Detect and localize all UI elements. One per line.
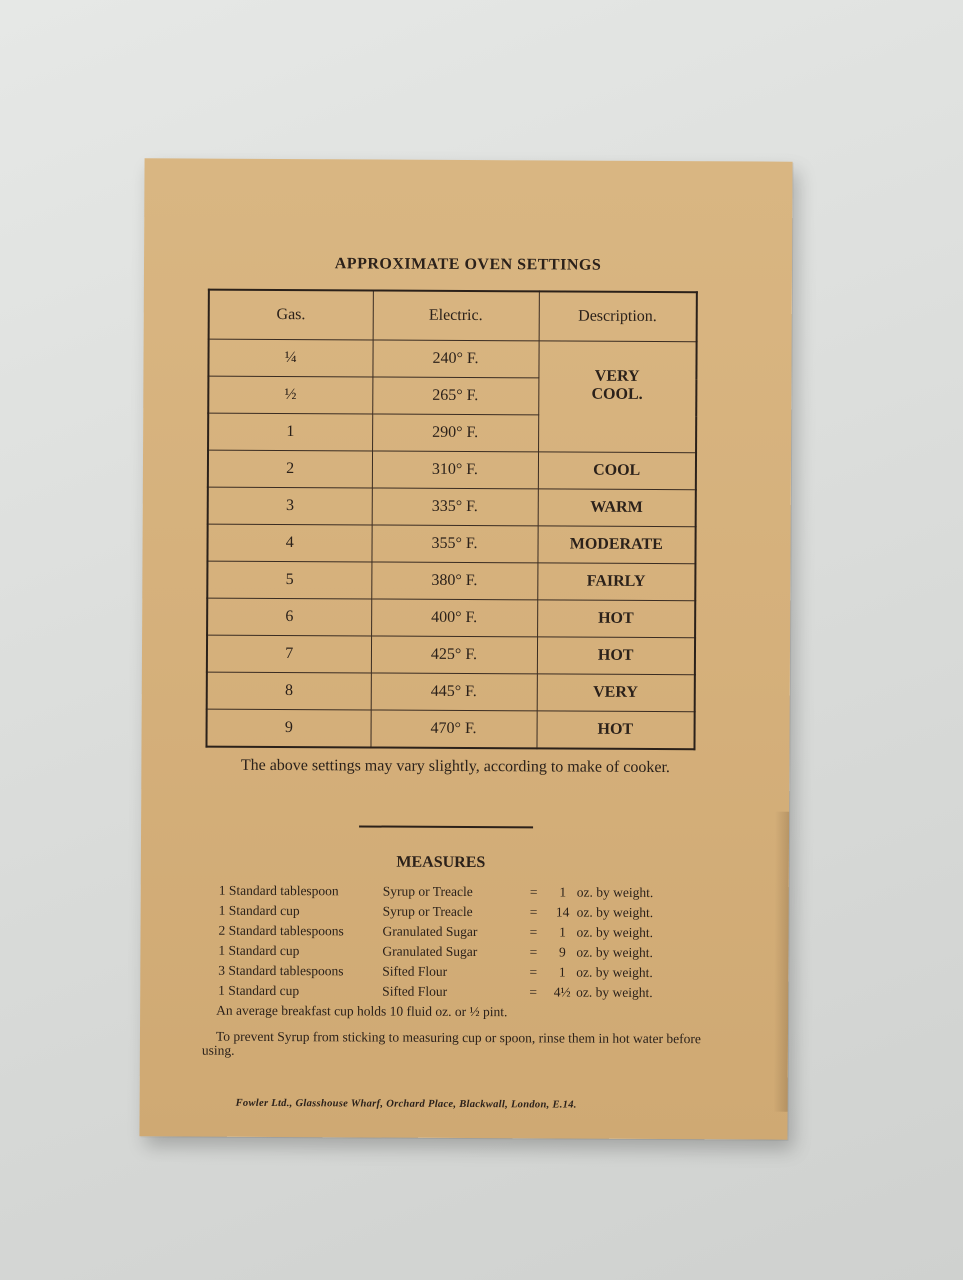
measure-ingredient: Syrup or Treacle	[382, 883, 473, 900]
measure-quantity: 3 Standard tablespoons	[218, 962, 344, 979]
description-cell: HOT	[537, 600, 695, 638]
measure-equals: =	[529, 964, 538, 980]
header-electric: Electric.	[373, 291, 539, 341]
measure-quantity: 1 Standard cup	[218, 982, 300, 999]
measure-quantity: 1 Standard cup	[218, 902, 300, 919]
measure-unit: oz. by weight.	[576, 924, 654, 940]
measure-row	[218, 981, 676, 1003]
description-cell: FAIRLY	[537, 563, 695, 601]
measure-value: 4½	[553, 984, 571, 1000]
measure-quantity: 1 Standard cup	[218, 942, 300, 959]
electric-cell: 335° F.	[372, 488, 538, 526]
page-title: APPROXIMATE OVEN SETTINGS	[334, 255, 602, 274]
table-header-row	[209, 290, 697, 342]
gas-cell: 7	[207, 635, 371, 673]
measure-equals: =	[529, 944, 538, 960]
header-gas: Gas.	[209, 290, 373, 340]
spine-shadow	[774, 812, 790, 1112]
measure-unit: oz. by weight.	[576, 964, 653, 980]
measure-unit: oz. by weight.	[576, 984, 653, 1000]
electric-cell: 380° F.	[371, 562, 537, 600]
gas-cell: 9	[206, 709, 370, 747]
measure-ingredient: Granulated Sugar	[382, 943, 478, 960]
measure-row	[219, 901, 677, 923]
measure-value: 14	[555, 904, 570, 920]
gas-cell: 8	[207, 672, 371, 710]
description-cell-very-cool	[538, 341, 697, 453]
table-row	[207, 635, 695, 675]
measure-value: 1	[558, 964, 566, 980]
electric-cell: 470° F.	[370, 710, 536, 748]
measure-value: 9	[559, 944, 566, 960]
description-cell: COOL	[538, 452, 696, 490]
table-row	[206, 709, 694, 749]
table-row	[208, 487, 696, 527]
description-cell: HOT	[537, 637, 695, 675]
table-row	[207, 561, 695, 601]
table-row	[207, 524, 695, 564]
very-cool-line2: COOL.	[591, 385, 643, 403]
gas-cell: ¼	[208, 339, 372, 377]
measure-unit: oz. by weight.	[576, 884, 654, 900]
gas-cell: 6	[207, 598, 371, 636]
electric-cell: 290° F.	[372, 414, 538, 452]
table-row	[208, 450, 696, 490]
syrup-note: To prevent Syrup from sticking to measuring cup or spoon, rinse them in hot water before using.	[201, 1028, 701, 1058]
electric-cell: 240° F.	[372, 340, 538, 378]
measure-unit: oz. by weight.	[576, 904, 654, 920]
electric-cell: 355° F.	[371, 525, 537, 563]
gas-cell: 2	[208, 450, 372, 488]
electric-cell: 310° F.	[372, 451, 538, 489]
measure-value: 1	[559, 924, 566, 940]
measure-unit: oz. by weight.	[576, 944, 653, 960]
measure-equals: =	[529, 924, 538, 940]
gas-cell: 1	[208, 413, 372, 451]
measure-equals: =	[529, 984, 538, 1000]
measure-quantity: 1 Standard tablespoon	[218, 882, 339, 899]
table-row	[207, 598, 695, 638]
very-cool-line1: VERY	[594, 367, 640, 385]
description-cell: WARM	[538, 489, 696, 527]
measure-ingredient: Sifted Flour	[382, 983, 448, 999]
gas-cell: ½	[208, 376, 372, 414]
electric-cell: 400° F.	[371, 599, 537, 637]
measure-equals: =	[529, 884, 538, 900]
measure-equals: =	[529, 904, 538, 920]
description-cell: HOT	[536, 711, 694, 749]
gas-cell: 4	[207, 524, 371, 562]
electric-cell: 265° F.	[372, 377, 538, 415]
header-description: Description.	[539, 291, 697, 341]
measures-list	[218, 881, 677, 1003]
measure-row	[219, 881, 677, 903]
publisher-imprint: Fowler Ltd., Glasshouse Wharf, Orchard Place, Blackwall, London, E.14.	[235, 1097, 577, 1111]
gas-cell: 5	[207, 561, 371, 599]
measure-row	[218, 961, 676, 983]
measure-value: 1	[559, 884, 567, 900]
table-row	[208, 339, 696, 379]
settings-note: The above settings may vary slightly, according to make of cooker.	[240, 756, 670, 777]
divider-rule	[359, 825, 533, 828]
measure-ingredient: Granulated Sugar	[382, 923, 478, 940]
description-cell: VERY	[537, 674, 695, 712]
table-row	[207, 672, 695, 712]
measure-row	[218, 941, 676, 963]
description-cell: MODERATE	[537, 526, 695, 564]
cup-note: An average breakfast cup holds 10 fluid oz. or ½ pint.	[216, 1002, 508, 1020]
oven-settings-table	[205, 289, 697, 751]
gas-cell: 3	[208, 487, 372, 525]
electric-cell: 445° F.	[371, 673, 537, 711]
measure-row	[218, 921, 676, 943]
measure-quantity: 2 Standard tablespoons	[218, 922, 344, 939]
booklet-back-cover	[139, 158, 792, 1139]
measure-ingredient: Syrup or Treacle	[382, 903, 473, 920]
measures-title: MEASURES	[396, 853, 486, 872]
measure-ingredient: Sifted Flour	[382, 963, 448, 979]
electric-cell: 425° F.	[371, 636, 537, 674]
